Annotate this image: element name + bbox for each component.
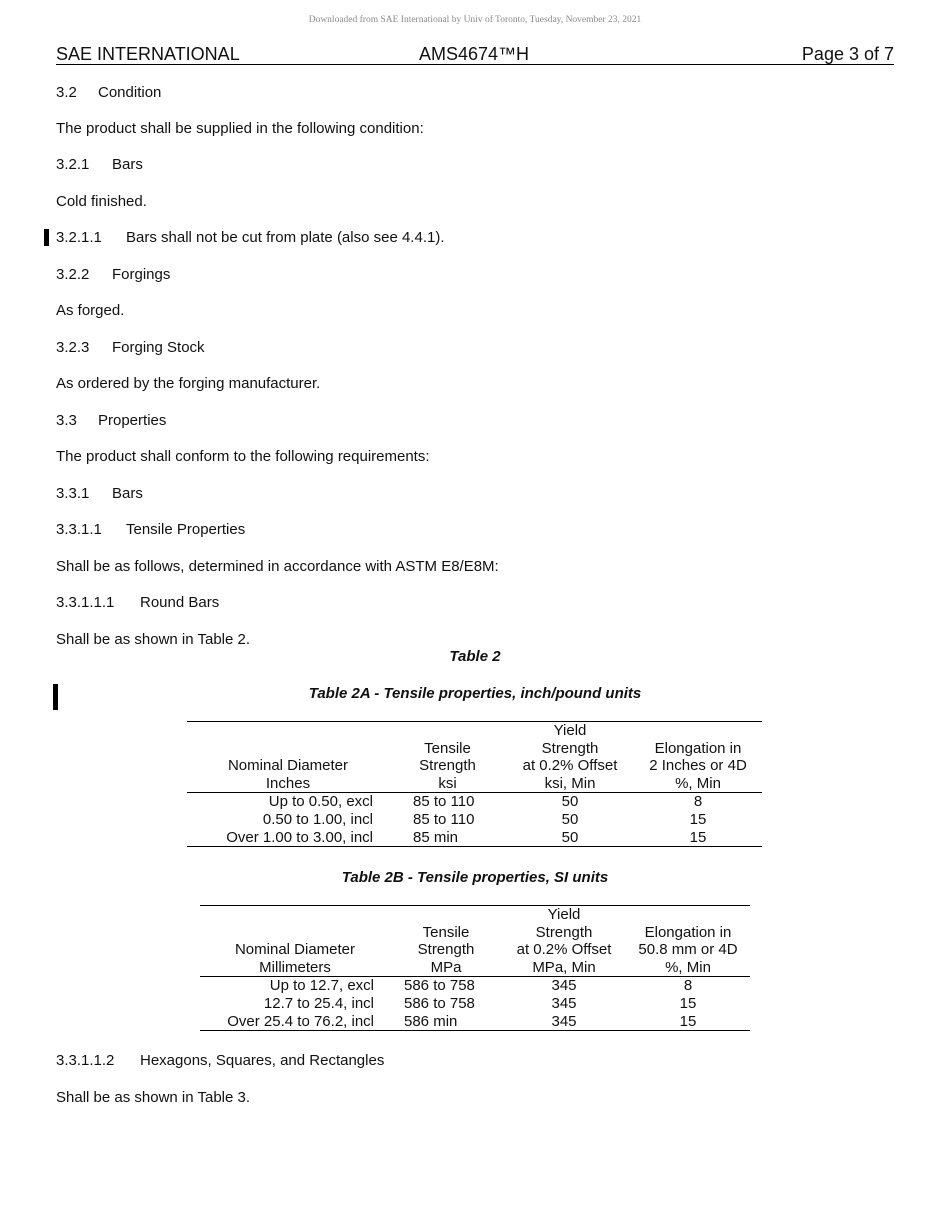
- table-cell: 586 to 758: [404, 977, 475, 995]
- section-number: 3.3.1.1.1: [56, 594, 115, 611]
- section-number: 3.3.1.1.2: [56, 1052, 115, 1069]
- section-title: Bars: [112, 485, 143, 502]
- paragraph: Shall be as shown in Table 3.: [56, 1089, 251, 1106]
- paragraph: As forged.: [56, 302, 125, 319]
- table-header-cell: Inches: [187, 775, 389, 793]
- table-cell: 345: [551, 994, 577, 1012]
- table-row: [200, 977, 750, 995]
- section-heading: [56, 485, 143, 502]
- table-header-cell: [389, 722, 506, 740]
- section-number: 3.2.1: [56, 156, 90, 173]
- table-cell: 85 to 110: [413, 810, 475, 828]
- section-heading: [56, 594, 219, 611]
- table-header-cell: Nominal Diameter: [227, 757, 349, 775]
- table-header-cell: ksi, Min: [506, 775, 634, 793]
- table-header-row: [187, 775, 762, 793]
- table-header-cell: at 0.2% Offset: [522, 757, 618, 775]
- section-heading: [56, 412, 166, 429]
- table-2a: [187, 721, 762, 847]
- table-header-cell: Elongation in: [654, 739, 742, 757]
- table-header-row: [187, 740, 762, 758]
- table-header-cell: MPa: [390, 959, 502, 977]
- table-cell: 15: [689, 810, 707, 828]
- table-cell: Over 25.4 to 76.2, incl: [200, 1013, 390, 1031]
- table-header-cell: Nominal Diameter: [234, 941, 356, 959]
- table-header-row: [187, 757, 762, 775]
- paragraph: Cold finished.: [56, 193, 147, 210]
- table-header-cell: MPa, Min: [502, 959, 626, 977]
- table-header-cell: Strength: [419, 757, 476, 775]
- table-row: [187, 829, 762, 847]
- download-watermark: Downloaded from SAE International by Univ of Toronto, Tuesday, November 23, 2021: [308, 15, 642, 25]
- table-header-cell: Yield: [502, 906, 626, 924]
- table-header-cell: 50.8 mm or 4D: [638, 941, 738, 959]
- table-header-cell: Millimeters: [200, 959, 390, 977]
- table-cell: 345: [551, 977, 577, 995]
- table-header-cell: [200, 924, 390, 942]
- table-cell: Up to 0.50, excl: [268, 793, 373, 811]
- table-2a-caption: Table 2A - Tensile properties, inch/pound units: [308, 685, 642, 702]
- table-header-row: [200, 906, 750, 924]
- table-cell: 8: [693, 793, 703, 811]
- table-row: [187, 793, 762, 811]
- section-number: 3.2.1.1: [56, 229, 102, 246]
- table-header-cell: %, Min: [634, 775, 762, 793]
- section-title: Properties: [98, 412, 167, 429]
- paragraph: Shall be as shown in Table 2.: [56, 631, 251, 648]
- header-page-number: Page 3 of 7: [801, 44, 894, 64]
- section-heading: [56, 339, 205, 356]
- paragraph: The product shall be supplied in the following condition:: [56, 120, 424, 137]
- table-header-cell: %, Min: [626, 959, 750, 977]
- table-header-cell: at 0.2% Offset: [516, 941, 612, 959]
- table-cell: Over 1.00 to 3.00, incl: [187, 829, 389, 847]
- table-header-cell: ksi: [389, 775, 506, 793]
- table-row: [187, 811, 762, 829]
- section-heading: [56, 156, 143, 173]
- section-number: 3.2: [56, 84, 77, 101]
- table-header-row: [200, 941, 750, 959]
- paragraph: The product shall conform to the following requirements:: [56, 448, 430, 465]
- header-rule: [56, 64, 894, 65]
- table-cell: 15: [679, 994, 697, 1012]
- table-2b: [200, 905, 750, 1031]
- table-row: [200, 1013, 750, 1031]
- table-cell: 0.50 to 1.00, incl: [262, 810, 373, 828]
- table-row: [200, 995, 750, 1013]
- section-title: Tensile Properties: [126, 521, 246, 538]
- table-cell: 586 to 758: [404, 994, 475, 1012]
- table-header-row: [200, 924, 750, 942]
- section-title: Round Bars: [140, 594, 220, 611]
- section-title: Hexagons, Squares, and Rectangles: [140, 1052, 385, 1069]
- table-header-cell: Strength: [535, 923, 593, 941]
- header-document-number: AMS4674™H: [419, 44, 530, 64]
- section-heading: [56, 266, 170, 283]
- table-header-cell: Tensile: [422, 923, 470, 941]
- revision-bar: [44, 229, 49, 246]
- table-header-cell: [390, 906, 502, 924]
- table-cell: 50: [561, 810, 579, 828]
- table-cell: 8: [683, 977, 693, 995]
- section-heading: [56, 229, 445, 246]
- table-cell: 85 min: [389, 829, 506, 847]
- table-cell: 12.7 to 25.4, incl: [263, 994, 374, 1012]
- section-heading: [56, 1052, 384, 1069]
- section-number: 3.3.1: [56, 485, 90, 502]
- table-header-cell: Strength: [417, 941, 475, 959]
- section-title: Bars shall not be cut from plate (also see 4.4.1).: [126, 229, 445, 246]
- table-header-cell: [634, 722, 762, 740]
- table-header-cell: Yield: [506, 722, 634, 740]
- table-header-cell: [187, 740, 389, 758]
- section-heading: [56, 521, 245, 538]
- table-2b-caption: Table 2B - Tensile properties, SI units: [341, 869, 609, 886]
- table-header-cell: 2 Inches or 4D: [649, 757, 747, 775]
- table-2-title: Table 2: [449, 648, 501, 665]
- table-header-cell: Tensile: [424, 739, 471, 757]
- table-header-cell: Strength: [541, 739, 599, 757]
- section-heading: [56, 84, 161, 101]
- table-cell: 15: [626, 1013, 750, 1031]
- section-number: 3.3.1.1: [56, 521, 102, 538]
- section-number: 3.2.2: [56, 266, 90, 283]
- table-cell: 50: [506, 829, 634, 847]
- table-header-cell: [200, 906, 390, 924]
- table-cell: 586 min: [390, 1013, 502, 1031]
- table-header-cell: Elongation in: [644, 923, 732, 941]
- table-cell: Up to 12.7, excl: [269, 977, 374, 995]
- table-header-row: [187, 722, 762, 740]
- table-cell: 50: [561, 793, 579, 811]
- table-cell: 15: [634, 829, 762, 847]
- paragraph: As ordered by the forging manufacturer.: [56, 375, 321, 392]
- table-cell: 345: [502, 1013, 626, 1031]
- section-title: Condition: [98, 84, 162, 101]
- table-header-row: [200, 959, 750, 977]
- table-header-cell: [187, 722, 389, 740]
- paragraph: Shall be as follows, determined in accordance with ASTM E8/E8M:: [56, 558, 499, 575]
- table-header-cell: [626, 906, 750, 924]
- header-publisher: SAE INTERNATIONAL: [56, 44, 240, 64]
- section-number: 3.2.3: [56, 339, 90, 356]
- section-title: Bars: [112, 156, 143, 173]
- table-cell: 85 to 110: [413, 793, 475, 811]
- section-title: Forgings: [112, 266, 171, 283]
- section-number: 3.3: [56, 412, 77, 429]
- section-title: Forging Stock: [112, 339, 205, 356]
